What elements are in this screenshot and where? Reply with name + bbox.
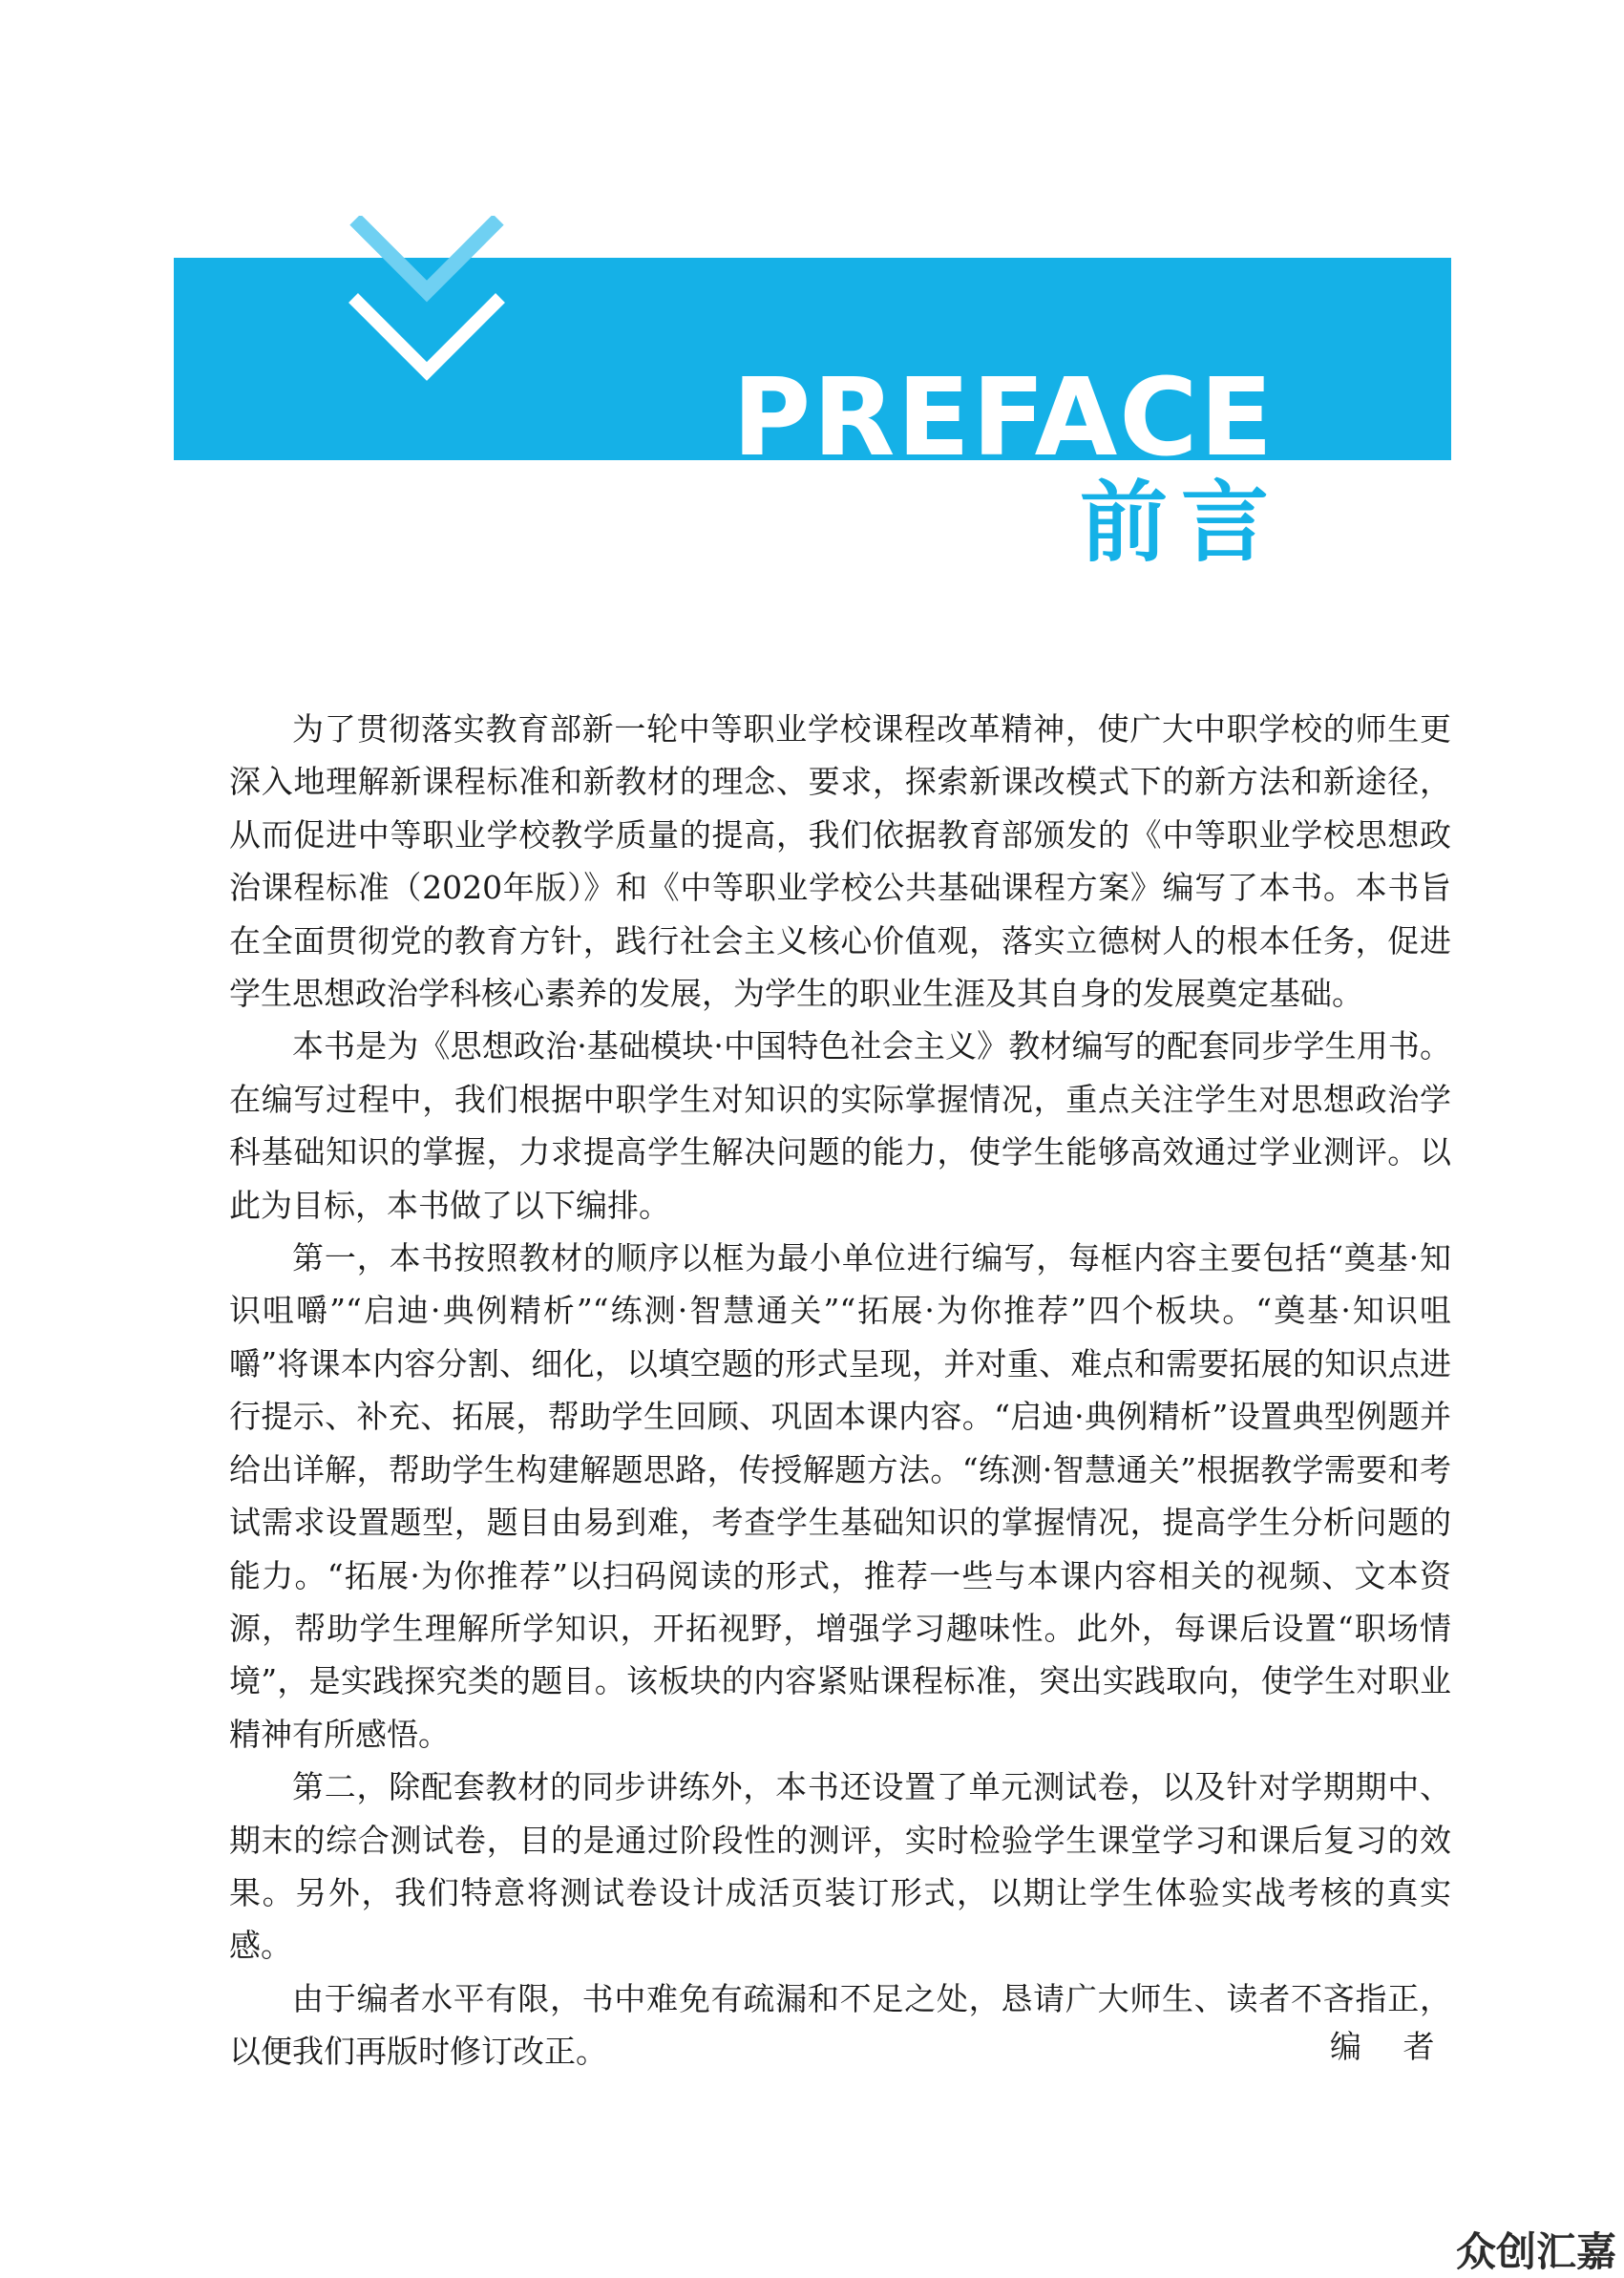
paragraph-4: 第二，除配套教材的同步讲练外，本书还设置了单元测试卷，以及针对学期期中、期末的综合测试卷，目的是通过阶段性的测评，实时检验学生课堂学习和课后复习的效果。另外，我们特意将测试卷设计成活页装订形式，以期让学生体验实战考核的真实感。 [229, 1768, 1451, 1965]
watermark-logo: 众创汇嘉 [1455, 2228, 1616, 2275]
author-signature: 编 者 [1330, 2028, 1450, 2065]
preface-body [229, 703, 1451, 2078]
paragraph-5: 由于编者水平有限，书中难免有疏漏和不足之处，恳请广大师生、读者不吝指正，以便我们再版时修订改正。 [229, 1979, 1451, 2071]
preface-title: PREFACE [732, 365, 1275, 460]
chevron-down-icon [346, 216, 508, 384]
paragraph-3: 第一，本书按照教材的顺序以框为最小单位进行编写，每框内容主要包括“奠基·知识咀嚼”“启迪·典例精析”“练测·智慧通关”“拓展·为你推荐”四个板块。“奠基·知识咀嚼”将课本内容分割、细化，以填空题的形式呈现，并对重、难点和需要拓展的知识点进行提示、补充、拓展，帮助学生回顾、巩固本课内容。“启迪·典例精析”设置典型例题并给出详解，帮助学生构建解题思路，传授解题方法。“练测·智慧通关”根据教学需要和考试需求设置题型，题目由易到难，考查学生基础知识的掌握情况，提高学生分析问题的能力。“拓展·为你推荐”以扫码阅读的形式，推荐一些与本课内容相关的视频、文本资源，帮助学生理解所学知识，开拓视野，增强学习趣味性。此外，每课后设置“职场情境”，是实践探究类的题目。该板块的内容紧贴课程标准，突出实践取向，使学生对职业精神有所感悟。 [229, 1239, 1451, 1753]
paragraph-2: 本书是为《思想政治·基础模块·中国特色社会主义》教材编写的配套同步学生用书。在编写过程中，我们根据中职学生对知识的实际掌握情况，重点关注学生对思想政治学科基础知识的掌握，力求提高学生解决问题的能力，使学生能够高效通过学业测评。以此为目标，本书做了以下编排。 [229, 1027, 1451, 1224]
preface-title-cn: 前言 [1079, 472, 1282, 574]
paragraph-1: 为了贯彻落实教育部新一轮中等职业学校课程改革精神，使广大中职学校的师生更深入地理解新课程标准和新教材的理念、要求，探索新课改模式下的新方法和新途径，从而促进中等职业学校教学质量的提高，我们依据教育部颁发的《中等职业学校思想政治课程标准（2020年版）》和《中等职业学校公共基础课程方案》编写了本书。本书旨在全面贯彻党的教育方针，践行社会主义核心价值观，落实立德树人的根本任务，促进学生思想政治学科核心素养的发展，为学生的职业生涯及其自身的发展奠定基础。 [229, 710, 1451, 1013]
